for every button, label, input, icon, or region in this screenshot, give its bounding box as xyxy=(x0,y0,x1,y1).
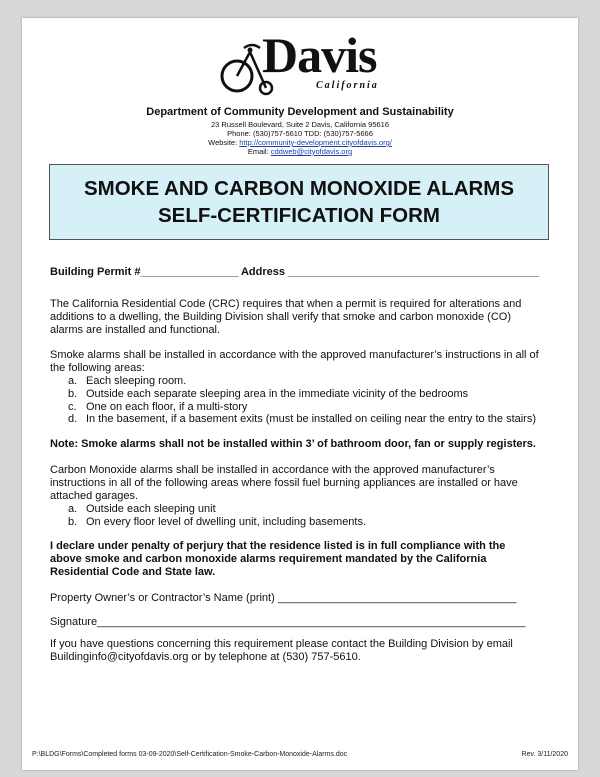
intro-line-2: additions to a dwelling, the Building Division shall verify that smoke and carbon monoxide (CO) xyxy=(50,311,512,323)
email-link[interactable]: cddweb@cityofdavis.org xyxy=(270,147,353,156)
contact-line-1: If you have questions concerning this requirement please contact the Building Division by email xyxy=(50,638,513,650)
document-path: P:\BLDG\Forms\Completed forms 03-09-2020\Self-Certification-Smoke-Carbon-Monoxide-Alarms.doc xyxy=(32,751,348,758)
contact-line-2: Buildinginfo@cityofdavis.org or by telephone at (530) 757-5610. xyxy=(50,651,361,663)
signature-field[interactable]: Signature______________________________________________________________________ xyxy=(50,616,526,628)
smoke-intro-line-1: Smoke alarms shall be installed in accordance with the approved manufacturer’s instructions in all of xyxy=(50,349,539,361)
co-intro-line-3: attached garages. xyxy=(50,490,139,502)
co-intro-line-1: Carbon Monoxide alarms shall be installed in accordance with the approved manufacturer’s xyxy=(50,464,495,476)
declaration-line-2: above smoke and carbon monoxide alarms requirement mandated by the California xyxy=(50,553,487,565)
permit-address-field[interactable]: Building Permit #________________ Address _________________________________________ xyxy=(50,266,539,278)
intro-line-3: alarms are installed and functional. xyxy=(50,324,220,336)
website-label: Website: xyxy=(208,138,240,147)
list-item: a. Outside each sleeping unit xyxy=(68,503,216,515)
list-item: b. On every floor level of dwelling unit, including basements. xyxy=(68,515,367,528)
declaration-line-1: I declare under penalty of perjury that the residence listed is in full compliance with the xyxy=(50,540,506,552)
phone-line: Phone: (530)757-5610 TDD: (530)757-5666 xyxy=(227,129,373,138)
smoke-intro-line-2: the following areas: xyxy=(50,362,145,374)
owner-name-field[interactable]: Property Owner’s or Contractor’s Name (print) _______________________________________ xyxy=(50,592,517,604)
co-intro-line-2: instructions in all of the following areas where fossil fuel burning appliances are installed or have xyxy=(50,477,518,489)
form-title-box xyxy=(49,164,549,240)
co-area-list xyxy=(50,503,366,529)
list-item: c. One on each floor, if a multi-story xyxy=(68,400,248,413)
logo-subtitle: California xyxy=(316,80,379,91)
list-item: a. Each sleeping room. xyxy=(68,375,187,387)
website-link[interactable]: http://community-development.cityofdavis.org/ xyxy=(239,138,392,147)
smoke-area-list xyxy=(50,375,536,426)
declaration-line-3: Residential Code and State law. xyxy=(50,566,216,578)
smoke-note: Note: Smoke alarms shall not be installed within 3’ of bathroom door, fan or supply registers. xyxy=(50,438,536,450)
list-item: b. Outside each separate sleeping area in the immediate vicinity of the bedrooms xyxy=(68,387,469,400)
revision-date: Rev. 3/11/2020 xyxy=(521,751,568,758)
form-title-line-1: SMOKE AND CARBON MONOXIDE ALARMS xyxy=(83,177,515,200)
logo-word: Davis xyxy=(262,27,377,83)
intro-line-1: The California Residential Code (CRC) requires that when a permit is required for alterations and xyxy=(50,298,522,310)
email-label: Email: xyxy=(247,147,271,156)
form-title-line-2: SELF-CERTIFICATION FORM xyxy=(157,204,441,227)
address-line: 23 Russell Boulevard, Suite 2 Davis, California 95616 xyxy=(210,120,389,129)
form-page xyxy=(22,18,578,770)
department-name: Department of Community Development and Sustainability xyxy=(146,106,454,118)
list-item: d. In the basement, if a basement exits (must be installed on ceiling near the entry to the stairs) xyxy=(68,413,537,426)
email-line xyxy=(22,147,578,157)
city-logo xyxy=(220,27,380,104)
